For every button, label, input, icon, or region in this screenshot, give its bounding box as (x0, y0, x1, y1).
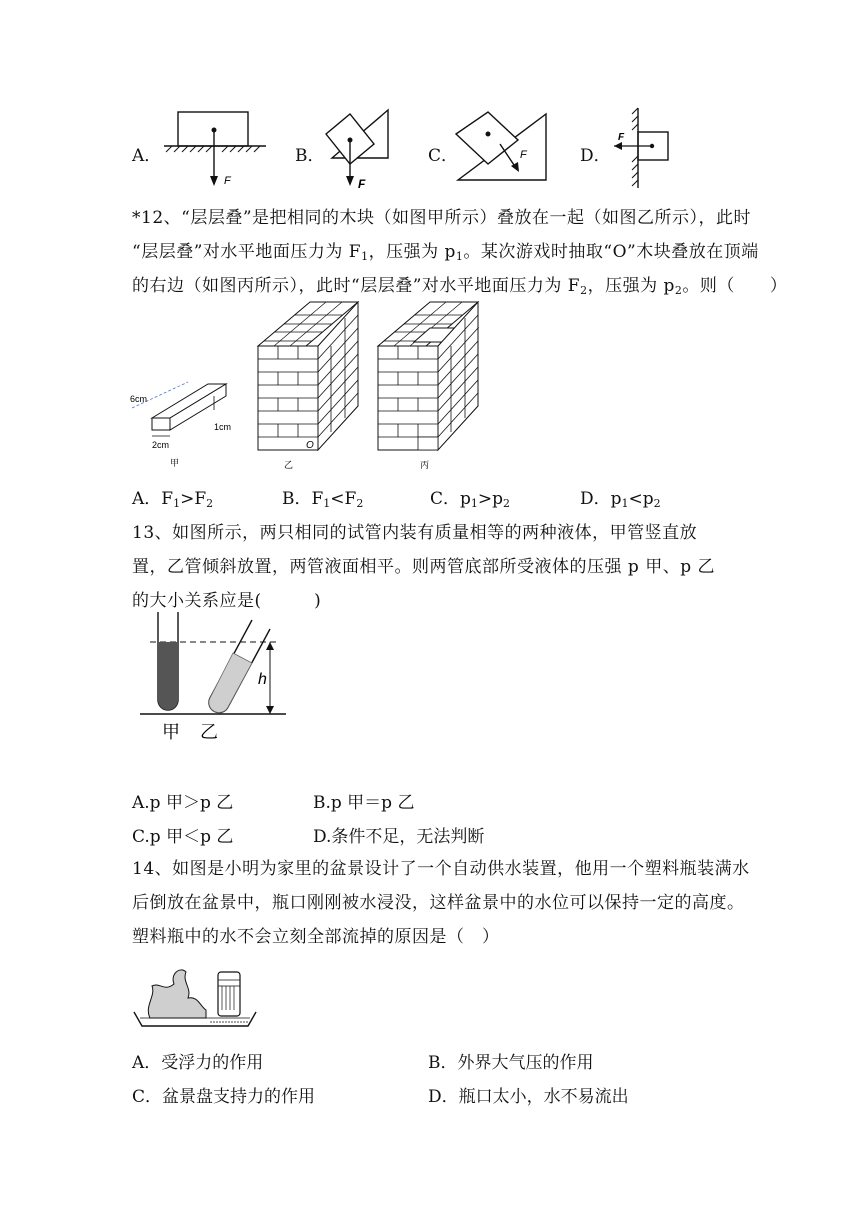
q14-option-a: A．受浮力的作用 (132, 1053, 264, 1073)
q12-o-block-label: O (306, 440, 314, 451)
q13-option-b: B.p 甲＝p 乙 (313, 793, 415, 813)
q12-tower-figure-yi (254, 298, 366, 474)
q12-tower-figure-bing (374, 298, 486, 474)
q12-option-a: A．$F_1>F_2$ (132, 489, 214, 510)
q13-question-line-3: 的大小关系应是( ) (132, 591, 322, 611)
q13-option-d: D.条件不足，无法判断 (313, 827, 485, 847)
q12-caption-yi: 乙 (284, 460, 294, 470)
q12-option-c: C．$p_1>p_2$ (430, 489, 511, 510)
q11-figure-b (318, 104, 398, 192)
q14-bonsai-figure (130, 962, 260, 1032)
q11-figure-a (158, 106, 270, 190)
q13-caption-yi: 乙 (200, 722, 218, 742)
q12-question-line-3: 的右边（如图丙所示），此时“层层叠”对水平地面压力为 $F_2$，压强为 $p_2$。则（ ） (132, 276, 788, 297)
q14-question-line-3: 塑料瓶中的水不会立刻全部流掉的原因是（ ） (132, 927, 500, 947)
q13-test-tube-figure (140, 610, 300, 746)
q12-caption-bing: 丙 (420, 460, 430, 470)
q11-option-a-label: A． (132, 146, 162, 166)
q12-dim-1cm: 1cm (214, 422, 232, 432)
q12-dim-6cm: 6cm (130, 394, 148, 404)
q11-c-force-label: F (520, 149, 527, 161)
q11-a-force-label: F (224, 175, 231, 187)
q14-question-line-1: 14、如图是小明为家里的盆景设计了一个自动供水装置，他用一个塑料瓶装满水 (132, 859, 750, 879)
q14-option-b: B．外界大气压的作用 (428, 1053, 594, 1073)
q11-figure-c (452, 104, 552, 186)
q13-caption-jia: 甲 (162, 722, 180, 742)
q12-question-line-2: “层层叠”对水平地面压力为 $F_1$，压强为 $p_1$。某次游戏时抽取“O”木块叠放在顶端 (132, 242, 759, 263)
q12-caption-jia: 甲 (170, 458, 180, 468)
q14-option-d: D．瓶口太小，水不易流出 (428, 1087, 629, 1107)
q11-b-force-label: F (358, 177, 366, 191)
q14-option-c: C．盆景盘支持力的作用 (132, 1087, 316, 1107)
q12-option-d: D．$p_1<p_2$ (580, 489, 661, 510)
q11-d-force-label: F (618, 132, 625, 143)
q13-question-line-2: 置，乙管倾斜放置，两管液面相平。则两管底部所受液体的压强 p 甲、p 乙 (132, 557, 715, 577)
q11-option-c-label: C． (428, 146, 459, 166)
q13-question-line-1: 13、如图所示，两只相同的试管内装有质量相等的两种液体，甲管竖直放 (132, 523, 698, 543)
q13-h-label: h (258, 671, 267, 688)
q12-question-line-1: *12、“层层叠”是把相同的木块（如图甲所示）叠放在一起（如图乙所示），此时 (132, 208, 752, 228)
q12-dim-2cm: 2cm (152, 440, 170, 450)
q11-option-d-label: D． (580, 146, 611, 166)
q11-option-b-label: B． (295, 146, 325, 166)
q11-figure-d (610, 106, 674, 190)
q13-option-c: C.p 甲＜p 乙 (132, 827, 234, 847)
q12-block-figure-jia (130, 380, 250, 472)
q14-question-line-2: 后倒放在盆景中，瓶口刚刚被水浸没，这样盆景中的水位可以保持一定的高度。 (132, 893, 745, 913)
q13-option-a: A.p 甲＞p 乙 (132, 793, 234, 813)
q12-option-b: B．$F_1<F_2$ (282, 489, 364, 510)
